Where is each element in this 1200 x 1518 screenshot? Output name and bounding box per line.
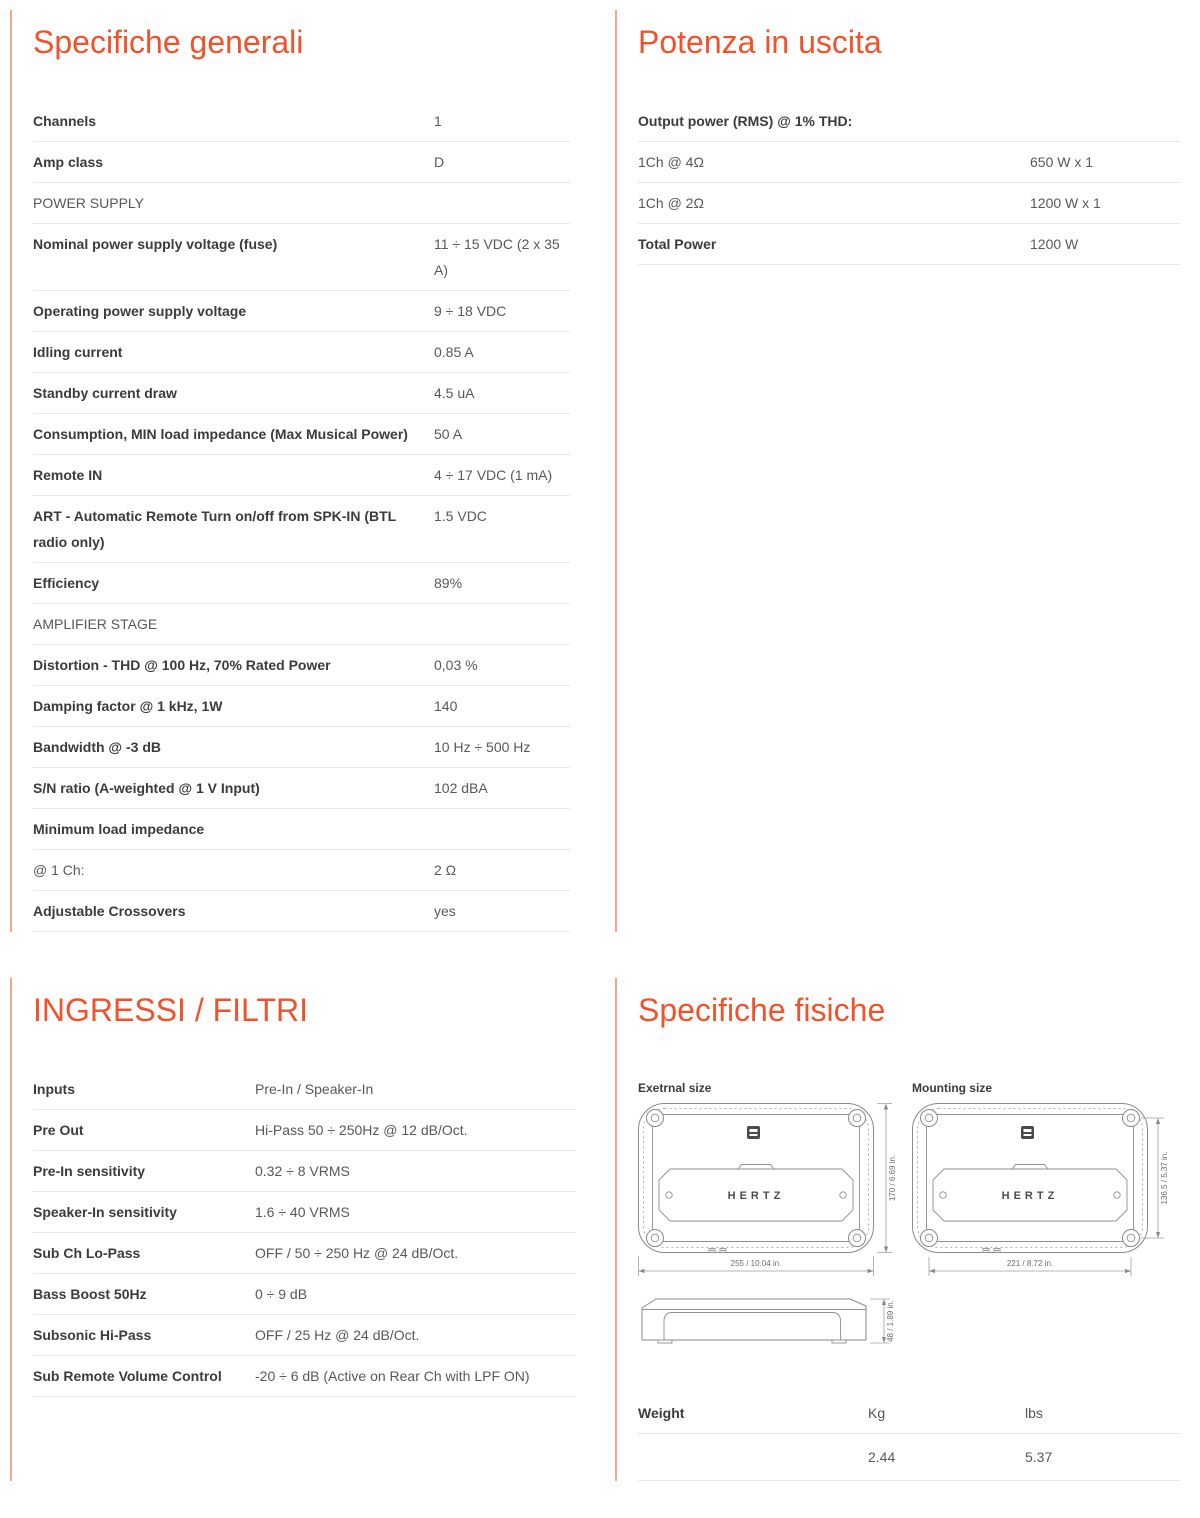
spec-row <box>33 1151 576 1192</box>
size-diagrams <box>638 1081 1183 1359</box>
spec-row <box>33 1069 576 1110</box>
spec-value: 0.85 A <box>434 343 474 360</box>
weight-value-lbs: 5.37 <box>1025 1448 1053 1465</box>
dimension-label: 255 / 10.04 in. <box>730 1258 782 1268</box>
spec-row <box>33 1233 576 1274</box>
dimension-label: 170 / 6.69 in. <box>888 1154 897 1201</box>
power-output-table <box>638 101 1180 265</box>
spec-label: ART - Automatic Remote Turn on/off from SPK-IN (BTL radio only) <box>33 507 396 550</box>
width-dimension <box>639 1256 874 1276</box>
weight-values-row <box>638 1434 1180 1481</box>
spec-row <box>33 686 570 727</box>
spec-value: 4.5 uA <box>434 384 475 401</box>
spec-value: Hi-Pass 50 ÷ 250Hz @ 12 dB/Oct. <box>255 1121 468 1138</box>
spec-label: Adjustable Crossovers <box>33 902 186 919</box>
inputs-filters-table <box>33 1069 576 1397</box>
spec-label: Operating power supply voltage <box>33 302 247 319</box>
spec-row <box>33 850 570 891</box>
spec-row <box>33 1356 576 1397</box>
height-dimension <box>870 1299 895 1343</box>
diagram-label: Mounting size <box>912 1080 992 1095</box>
spec-label: Consumption, MIN load impedance (Max Musical Power) <box>33 425 408 442</box>
spec-row <box>33 727 570 768</box>
spec-row <box>638 142 1180 183</box>
spec-label: Idling current <box>33 343 123 360</box>
amp-top-view-external-drawing <box>638 1103 900 1281</box>
spec-value <box>434 816 570 842</box>
dimension-label: 136.5 / 5.37 in. <box>1160 1151 1169 1205</box>
spec-label: 1Ch @ 2Ω <box>638 194 704 211</box>
spec-row <box>33 291 570 332</box>
weight-col-kg: Kg <box>868 1404 886 1421</box>
spec-label: Damping factor @ 1 kHz, 1W <box>33 697 223 714</box>
spec-label: Pre-In sensitivity <box>33 1162 146 1179</box>
spec-label: Bass Boost 50Hz <box>33 1285 147 1302</box>
spec-value: -20 ÷ 6 dB (Active on Rear Ch with LPF ON) <box>255 1367 530 1384</box>
spec-label: AMPLIFIER STAGE <box>33 615 158 632</box>
spec-label: POWER SUPPLY <box>33 194 144 211</box>
page-title: INGRESSI / FILTRI <box>33 991 308 1028</box>
spec-row <box>638 101 1180 142</box>
spec-label: Sub Remote Volume Control <box>33 1367 222 1384</box>
spec-row <box>33 1192 576 1233</box>
dimension-label: 48 / 1.89 in. <box>886 1299 895 1342</box>
hertz-logo-text: HERTZ <box>1001 1189 1059 1202</box>
dimension-label: 221 / 8.72 in. <box>1006 1258 1054 1268</box>
spec-label: Inputs <box>33 1080 75 1097</box>
spec-value: 0 ÷ 9 dB <box>255 1285 308 1302</box>
external-size-diagram <box>638 1081 900 1281</box>
spec-row <box>33 455 570 496</box>
spec-label: Remote IN <box>33 466 103 483</box>
spec-value: 9 ÷ 18 VDC <box>434 302 507 319</box>
spec-value: 0,03 % <box>434 656 478 673</box>
spec-value: D <box>434 153 445 170</box>
spec-value: 4 ÷ 17 VDC (1 mA) <box>434 466 553 483</box>
spec-label: Sub Ch Lo-Pass <box>33 1244 141 1261</box>
spec-row <box>33 496 570 563</box>
section-specifiche-fisiche <box>615 978 1200 1481</box>
section-specifiche-generali <box>10 10 615 932</box>
spec-value: OFF / 50 ÷ 250 Hz @ 24 dB/Oct. <box>255 1244 459 1261</box>
diagram-label: Exetrnal size <box>638 1080 712 1095</box>
spec-value <box>1030 108 1180 134</box>
general-spec-table <box>33 101 570 932</box>
spec-value <box>434 611 570 637</box>
spec-value <box>434 190 570 216</box>
spec-row <box>33 101 570 142</box>
spec-label: Efficiency <box>33 574 100 591</box>
spec-value: 140 <box>434 697 458 714</box>
spec-row <box>33 604 570 645</box>
spec-label: Channels <box>33 112 97 129</box>
page-title: Specifiche fisiche <box>638 991 886 1028</box>
spec-row <box>638 224 1180 265</box>
spec-value: 10 Hz ÷ 500 Hz <box>434 738 531 755</box>
spec-row <box>33 373 570 414</box>
spec-label: Total Power <box>638 235 717 252</box>
spec-label: Distortion - THD @ 100 Hz, 70% Rated Power <box>33 656 331 673</box>
height-dimension <box>877 1103 897 1252</box>
page-title: Specifiche generali <box>33 24 304 60</box>
side-view-diagram <box>638 1295 900 1359</box>
mounting-size-diagram <box>912 1081 1174 1281</box>
weight-table <box>638 1393 1180 1481</box>
spec-label: Minimum load impedance <box>33 820 205 837</box>
spec-value: 89% <box>434 574 463 591</box>
spec-value: 102 dBA <box>434 779 488 796</box>
spec-label: Output power (RMS) @ 1% THD: <box>638 112 853 129</box>
spec-label: Amp class <box>33 153 104 170</box>
spec-value: 650 W x 1 <box>1030 153 1094 170</box>
spec-label: Pre Out <box>33 1121 84 1138</box>
spec-row <box>33 1274 576 1315</box>
section-potenza-in-uscita <box>615 10 1200 932</box>
spec-row <box>33 891 570 932</box>
spec-label: Standby current draw <box>33 384 177 401</box>
logo-badge-icon <box>747 1126 760 1139</box>
spec-row <box>638 183 1180 224</box>
spec-row <box>33 768 570 809</box>
weight-header-row <box>638 1393 1180 1434</box>
logo-badge-icon <box>1021 1126 1034 1139</box>
spec-row <box>33 142 570 183</box>
spec-label: 1Ch @ 4Ω <box>638 153 704 170</box>
spec-label: Speaker-In sensitivity <box>33 1203 177 1220</box>
weight-value-kg: 2.44 <box>868 1448 896 1465</box>
spec-row <box>33 224 570 291</box>
spec-value: 11 ÷ 15 VDC (2 x 35 A) <box>434 235 560 278</box>
weight-col-lbs: lbs <box>1025 1404 1043 1421</box>
spec-label: Nominal power supply voltage (fuse) <box>33 235 278 252</box>
spec-value: 1200 W <box>1030 235 1079 252</box>
amp-top-view-mounting-drawing <box>912 1103 1174 1281</box>
spec-label: Subsonic Hi-Pass <box>33 1326 152 1343</box>
spec-label: Bandwidth @ -3 dB <box>33 738 161 755</box>
spec-row <box>33 645 570 686</box>
spec-row <box>33 1315 576 1356</box>
section-ingressi-filtri <box>10 978 615 1481</box>
spec-label: S/N ratio (A-weighted @ 1 V Input) <box>33 779 260 796</box>
spec-value: 1200 W x 1 <box>1030 194 1101 211</box>
spec-value: OFF / 25 Hz @ 24 dB/Oct. <box>255 1326 420 1343</box>
spec-row <box>33 1110 576 1151</box>
amp-side-view-drawing <box>638 1295 900 1359</box>
weight-label: Weight <box>638 1404 685 1421</box>
spec-value: 1.5 VDC <box>434 507 487 524</box>
spec-value: Pre-In / Speaker-In <box>255 1080 374 1097</box>
spec-row <box>33 414 570 455</box>
spec-row <box>33 183 570 224</box>
spec-value: 1 <box>434 112 442 129</box>
page-title: Potenza in uscita <box>638 24 882 60</box>
width-dimension <box>929 1257 1131 1276</box>
spec-row <box>33 332 570 373</box>
spec-value: yes <box>434 902 456 919</box>
hertz-logo-text: HERTZ <box>727 1189 785 1202</box>
spec-value: 1.6 ÷ 40 VRMS <box>255 1203 350 1220</box>
spec-value: 0.32 ÷ 8 VRMS <box>255 1162 350 1179</box>
weight-empty-cell <box>638 1445 868 1469</box>
spec-value: 50 A <box>434 425 463 442</box>
spec-label: @ 1 Ch: <box>33 861 85 878</box>
spec-row <box>33 563 570 604</box>
spec-value: 2 Ω <box>434 861 457 878</box>
spec-row <box>33 809 570 850</box>
